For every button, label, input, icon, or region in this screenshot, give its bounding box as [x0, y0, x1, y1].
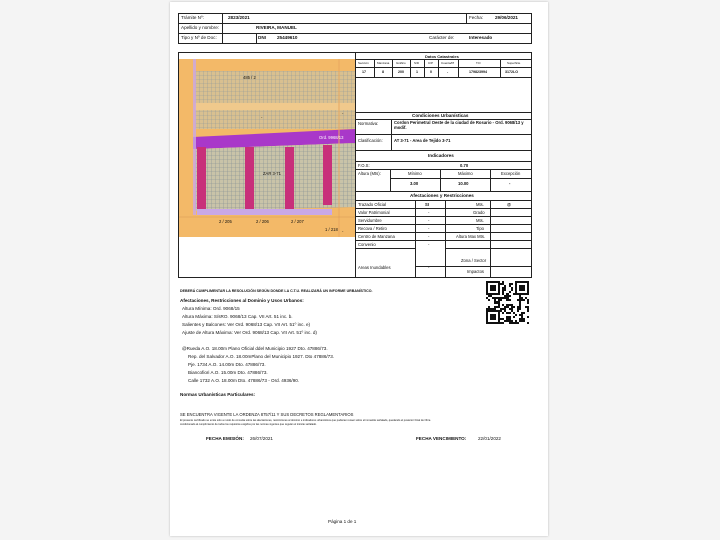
doc-label: Tipo y Nº de Doc: [181, 35, 217, 40]
catastro-header: C/P [428, 61, 434, 65]
fos-value: 0.70 [460, 163, 469, 168]
rueda-line: Pje. 1734 A.O. 14.00m Dto. 47886/73. [188, 362, 266, 367]
minimo-label: Mínimo [408, 171, 422, 176]
normas-title: Normas Urbanísticas Particulares: [180, 392, 256, 397]
tramite-label: Trámite Nº: [181, 15, 204, 20]
inundables-value: - [428, 265, 430, 270]
page-number: Página 1 de 1 [328, 519, 357, 524]
afectacion-right-label: Grado [473, 210, 485, 215]
maximo-value: 10.00 [458, 181, 469, 186]
qr-code-icon [486, 281, 529, 324]
afectaciones-row [355, 208, 532, 216]
rueda-line: Rep. del Salvador A.O. 18.00mPlano del Municipio 1927. Dto 47886/73. [188, 354, 335, 359]
afectacion-value: - [428, 210, 430, 215]
catastro-value: 200 [398, 70, 404, 74]
afectacion-right-label: Mts. [476, 202, 484, 207]
certificate-page [170, 2, 548, 536]
afectacion-value: - [428, 218, 430, 223]
tramite-value: 2823/2021 [228, 15, 250, 20]
catastro-header: Sección [358, 61, 369, 65]
map-label: - [342, 229, 344, 234]
map-label: 2 / 205 [219, 219, 232, 224]
afectacion-right-label: Tipo [476, 226, 484, 231]
afectacion-label: Convenio [358, 242, 376, 247]
afectacion-label: Recova / Retiro [358, 226, 387, 231]
afectaciones-row [355, 232, 532, 240]
rueda-line: Calle 1732 A.O. 18.00m Dto. 47886/73 - Ord. 4936/90. [188, 378, 300, 383]
afectaciones-title: Afectaciones y Restricciones [410, 193, 474, 198]
maximo-label: Máximo [458, 171, 473, 176]
normativa-value: Cordon Perimetral Oeste de la ciudad de Rosario - Ord. 9068/13 y modif. [394, 120, 524, 131]
indicadores-title: Indicadores [428, 153, 454, 158]
catastro-header: S/D [414, 61, 420, 65]
afect-line: Ajuste de Altura Máxima: Ver Ord. 9068/13 Cap. VII Art. 51º inc. d) [182, 330, 317, 335]
inundables-label: Areas Inundables [358, 265, 391, 270]
map-label: 1 / 218 [325, 227, 338, 232]
map-label: ZAR 3-71 [263, 171, 281, 176]
afectacion-value: - [428, 242, 430, 247]
afectacion-value: - [428, 226, 430, 231]
minimo-value: 3.00 [410, 181, 419, 186]
afectacion-value: - [428, 234, 430, 239]
doc-type: DNI [258, 35, 266, 40]
zona-label: Zona / Sector [461, 258, 487, 263]
catastro-header: Superficie [507, 61, 521, 65]
catastro-value: 1 [416, 70, 418, 74]
caracter-label: Carácter de: [429, 35, 455, 40]
afect-line: Altura Máxima: S/sRO. 9068/13 Cap. VII Art. 51 inc. b. [182, 314, 293, 319]
afectacion-label: Centro de Manzana [358, 234, 395, 239]
fecha-label: Fecha: [469, 15, 484, 20]
catastro-header: T.D [476, 61, 481, 65]
afect-title: Afectaciones, Restricciones al Dominio y Usos Urbanos: [180, 298, 304, 303]
vencimiento-label: FECHA VENCIMIENTO: [416, 436, 467, 441]
altura-label: Altura (Mts): [358, 171, 381, 176]
afectaciones-row [355, 200, 532, 208]
afectacion-label: Valor Patrimonial [358, 210, 390, 215]
fos-label: F.O.S: [358, 163, 370, 168]
catastro-header: Cuenta/Pl [441, 61, 455, 65]
map-label: 2 / 206 [256, 219, 269, 224]
catastro-value: 179823994 [469, 70, 487, 74]
map-label: - [342, 111, 344, 116]
clasificacion-label: Clasificación: [358, 138, 383, 143]
afectacion-right-label: Mts. [476, 218, 484, 223]
caracter-value: Interesado [469, 35, 493, 40]
afectacion-right-label: Altura Max Mts. [456, 234, 486, 239]
doc-number: 25449610 [277, 35, 298, 40]
rueda-line: Biancofiori A.O. 15.00m Dto. 47886/73. [188, 370, 268, 375]
apellido-label: Apellido y nombre: [181, 25, 220, 30]
emision-value: 26/07/2021 [250, 436, 273, 441]
afectacion-right-value: @ [507, 202, 512, 207]
catastro-value: - [447, 70, 449, 74]
catastro-value: 17 [362, 70, 366, 74]
clasificacion-value: AT 3-71 - Area de Tejido 3-71 [394, 138, 451, 143]
catastro-header: Manzana [377, 61, 390, 65]
fine-print: condicionado al cumplimiento de todos los requisitos exigidos por las normas vigentes que regulan el trámite señalado. [180, 423, 317, 426]
cadastral-map [179, 59, 355, 237]
map-label: Ord. 9968/13 [319, 135, 344, 140]
afectacion-value: SI [425, 202, 429, 207]
emision-label: FECHA EMISIÓN: [206, 436, 244, 441]
apellido-value: RIVEIRA, MANUEL [256, 25, 297, 30]
catastro-value: 0 [430, 70, 432, 74]
map-label: 485 / 2 [243, 75, 256, 80]
afectaciones-row [355, 224, 532, 232]
map-label: 2 / 207 [291, 219, 304, 224]
fine-print: El presente certificado se emite sólo a modo de consulta sobre las afectaciones, restricciones al dominio e indicadores urbanísticos que pudieran recaer sobre el inmueble señalado, quedando el posterior Final de Obra [180, 419, 431, 422]
impactos-label: Impactos [467, 269, 484, 274]
notice-text: DEBERÁ CUMPLIMENTAR LA RESOLUCIÓN SEGÚN DONDE LA C.T.U. REALIZARÁ UN INFORME URBANÍSTICO. [180, 289, 373, 293]
excepcion-value: - [509, 181, 511, 186]
normativa-label: Normativa: [358, 121, 379, 126]
excepcion-label: Excepción [501, 171, 521, 176]
catastro-header: Gráfico [396, 61, 406, 65]
vigente-text: SE ENCUENTRA VIGENTE LA ORDENZA 8757/11 Y SUS DECRETOS REGLAMENTARIOS [180, 412, 354, 417]
vencimiento-value: 22/01/2022 [478, 436, 501, 441]
afectacion-label: Servidumbre [358, 218, 382, 223]
afectaciones-row [355, 248, 532, 278]
map-label: - [261, 115, 263, 120]
datos-catastrales-title: Datos Catastrales [425, 54, 459, 59]
afect-line: Altura Mínima: Ord. 9068/15 [182, 306, 240, 311]
afectaciones-row [355, 240, 532, 248]
afectacion-label: Trazado Oficial [358, 202, 387, 207]
fecha-value: 29/06/2021 [495, 15, 518, 20]
catastro-value: 3172LO [505, 70, 518, 74]
condiciones-title: Condiciones Urbanísticas [412, 113, 469, 118]
afectaciones-row [355, 216, 532, 224]
afect-line: Salientes y Balcones: Ver Ord. 9068/13 Cap. VII Art. 51º inc. e) [182, 322, 311, 327]
rueda-line: @Rueda A.O. 18.00m Plano Oficial ddel Municipio 1927 Dto. 47886/73. [182, 346, 328, 351]
catastro-value: 8 [382, 70, 384, 74]
